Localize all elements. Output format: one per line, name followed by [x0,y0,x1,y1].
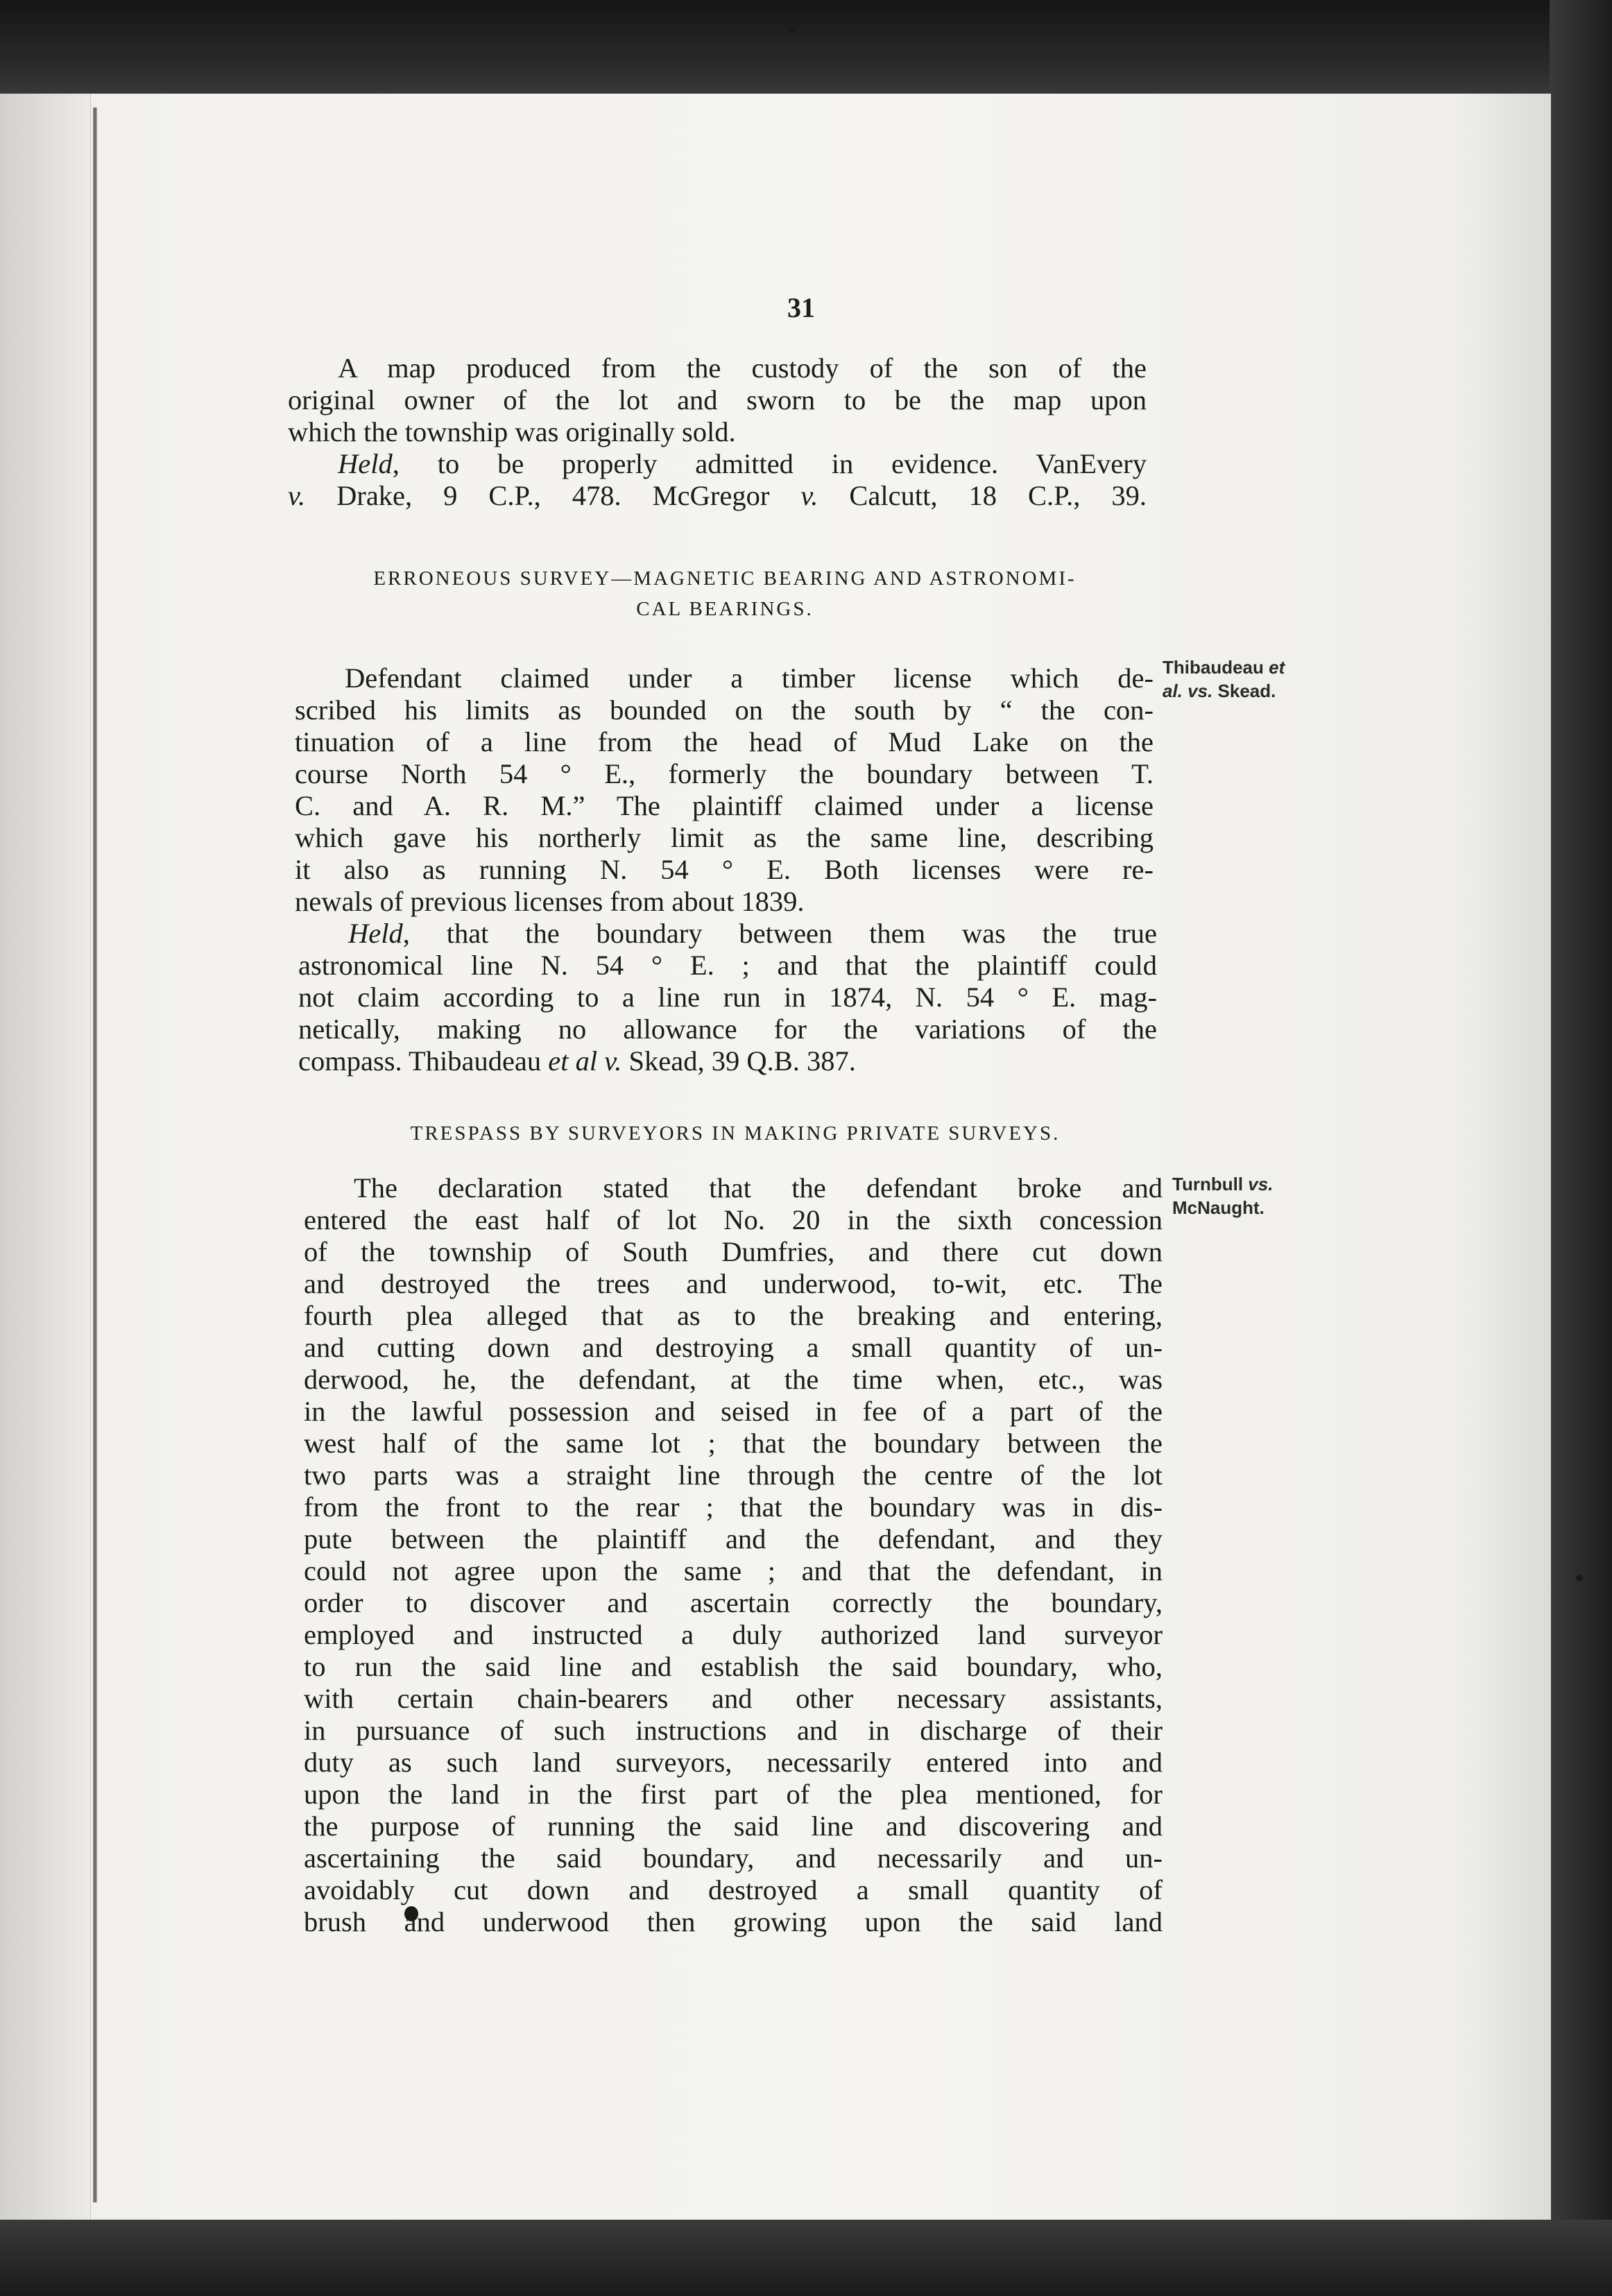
text-line: course North 54 ° E., formerly the boundary between T. [295,758,1154,789]
text-line: and destroyed the trees and underwood, to-wit, etc. The [304,1268,1163,1299]
text-line: order to discover and ascertain correctly the boundary, [304,1587,1163,1618]
text-line: v. Drake, 9 C.P., 478. McGregor v. Calcutt, 18 C.P., 39. [288,480,1147,511]
section-heading-trespass [305,1118,1165,1149]
text-line: it also as running N. 54 ° E. Both licenses were re- [295,854,1154,885]
text-line: duty as such land surveyors, necessarily entered into and [304,1747,1163,1778]
section-heading-erroneous-survey [291,563,1158,624]
text-line: astronomical line N. 54 ° E. ; and that the plaintiff could [298,950,1157,981]
text-line: of the township of South Dumfries, and there cut down [304,1236,1163,1267]
text-line: to run the said line and establish the said boundary, who, [304,1651,1163,1682]
text-line: brush and underwood then growing upon the said land [304,1906,1163,1937]
margin-note-thibaudeau [1163,656,1285,703]
margin-note-line: Thibaudeau et [1163,657,1285,678]
text-line: scribed his limits as bounded on the south by “ the con- [295,694,1154,726]
text-line: pute between the plaintiff and the defendant, and they [304,1523,1163,1554]
text-line: tinuation of a line from the head of Mud Lake on the [295,726,1154,757]
text-line: which the township was originally sold. [288,416,736,447]
paragraph-declaration [304,1172,1163,1938]
text-line: Defendant claimed under a timber license which de- [345,662,1154,694]
margin-note-line: Turnbull vs. [1172,1174,1274,1194]
text-line: could not agree upon the same ; and that the defendant, in [304,1555,1163,1586]
text-line: original owner of the lot and sworn to be the map upon [288,384,1147,415]
heading-line: ERRONEOUS SURVEY—MAGNETIC BEARING AND ASTRONOMI- [373,567,1077,590]
text-line: from the front to the rear ; that the boundary was in dis- [304,1491,1163,1523]
text-line: fourth plea alleged that as to the breaking and entering, [304,1300,1163,1331]
text-line: the purpose of running the said line and discovering and [304,1810,1163,1842]
text-line: employed and instructed a duly authorized land surveyor [304,1619,1163,1650]
text-line: two parts was a straight line through the centre of the lot [304,1459,1163,1491]
text-line: in the lawful possession and seised in fee of a part of the [304,1396,1163,1427]
paragraph-held-boundary [298,918,1157,1077]
text-line: Held, that the boundary between them was the true [348,918,1157,949]
margin-note-turnbull [1172,1172,1273,1219]
margin-note-line: al. vs. Skead. [1163,680,1276,701]
text-line: upon the land in the first part of the plea mentioned, for [304,1779,1163,1810]
text-line: and cutting down and destroying a small quantity of un- [304,1332,1163,1363]
text-line: A map produced from the custody of the son of the [338,352,1147,384]
text-line: not claim according to a line run in 1874, N. 54 ° E. mag- [298,982,1157,1013]
text-line: netically, making no allowance for the variations of the [298,1013,1157,1045]
paragraph-map-evidence [288,352,1147,448]
text-line: with certain chain-bearers and other necessary assistants, [304,1683,1163,1714]
text-line: entered the east half of lot No. 20 in the sixth concession [304,1204,1163,1235]
text-line: avoidably cut down and destroyed a small quantity of [304,1874,1163,1905]
heading-line: TRESPASS BY SURVEYORS IN MAKING PRIVATE SURVEYS. [410,1122,1061,1145]
text-line: compass. Thibaudeau et al v. Skead, 39 Q.B. 387. [298,1045,856,1077]
text-line: newals of previous licenses from about 1839. [295,886,805,917]
text-line: ascertaining the said boundary, and necessarily and un- [304,1842,1163,1874]
text-line: Held, to be properly admitted in evidence. VanEvery [338,448,1147,479]
text-line: derwood, he, the defendant, at the time when, etc., was [304,1364,1163,1395]
text-line: The declaration stated that the defendant broke and [354,1172,1163,1203]
heading-line: CAL BEARINGS. [636,598,814,620]
paragraph-defendant-claimed [295,662,1154,918]
paragraph-held-vanevery [288,448,1147,512]
text-line: which gave his northerly limit as the same line, describing [295,822,1154,853]
text-line: in pursuance of such instructions and in discharge of their [304,1715,1163,1746]
text-line: west half of the same lot ; that the boundary between the [304,1428,1163,1459]
page-number: 31 [787,292,815,323]
margin-note-line: McNaught. [1172,1197,1264,1218]
text-line: C. and A. R. M.” The plaintiff claimed under a license [295,790,1154,821]
